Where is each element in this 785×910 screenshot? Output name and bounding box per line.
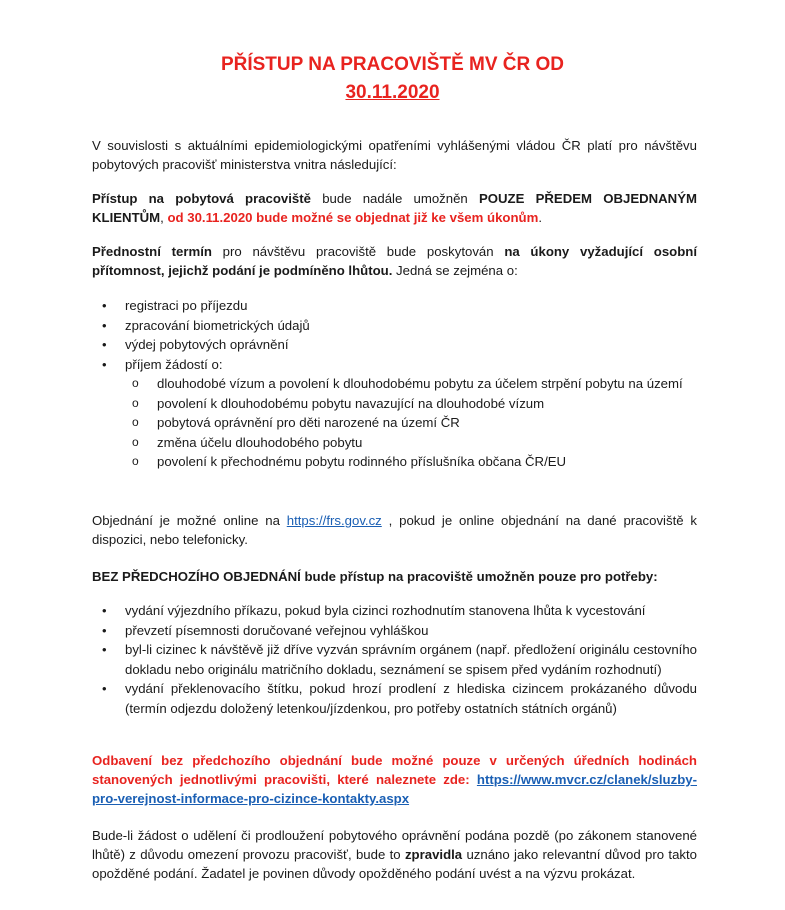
late-text-1: Bude-li žádost o udělení či prodloužení pobytového oprávnění podána pozdě (po zákonem stanovené lhůtě) z důvodu omezení provozu pracovišť, bude to [92,828,697,862]
sublist-item: o změna účelu dlouhodobého pobytu [125,433,697,453]
late-application-paragraph [92,826,697,883]
access-paragraph [92,189,697,227]
list-item-label: příjem žádostí o: [125,356,223,372]
no-booking-list [92,601,697,718]
list-item [92,355,697,472]
office-hours-red-text: Odbavení bez předchozího objednání bude možné pouze v určených úředních hodinách stanovených jednotlivými pracovišti, které naleznete zde: [92,753,697,787]
priority-text-1: pro návštěvu pracoviště bude poskytován [211,244,505,259]
access-bold-1: Přístup na pobytová pracoviště [92,191,311,206]
title-date: 30.11.2020 [345,82,440,103]
booking-text-2: , pokud je online objednání na dané pracoviště k dispozici, nebo telefonicky. [92,513,697,547]
list-item: • vydání výjezdního příkazu, pokud byla cizinci rozhodnutím stanovena lhůta k vycestování [92,601,697,621]
access-bold-2: POUZE PŘEDEM OBJEDNANÝM KLIENTŮM [92,191,697,225]
booking-text-1: Objednání je možné online na [92,513,287,528]
sublist-item: o povolení k přechodnému pobytu rodinného příslušníka občana ČR/EU [125,452,697,472]
late-bold: zpravidla [404,847,463,862]
access-text-3: . [538,210,542,225]
access-text-2: , [160,210,168,225]
no-booking-heading: BEZ PŘEDCHOZÍHO OBJEDNÁNÍ bude přístup na pracoviště umožněn pouze pro potřeby: [92,569,658,584]
list-item: • převzetí písemnosti doručované veřejnou vyhláškou [92,621,697,641]
office-hours-paragraph [92,751,697,808]
list-item: • vydání překlenovacího štítku, pokud hrozí prodlení z hlediska cizincem prokázaného důvodu (termín odjezdu doložený letenkou/jízdenkou, pro potřeby ostatních státních orgánů) [92,679,697,718]
priority-text-2: Jedná se zejména o: [392,263,518,278]
priority-paragraph [92,242,697,280]
access-text-1: bude nadále umožněn [311,191,479,206]
mvcr-contacts-link[interactable]: https://www.mvcr.cz/clanek/sluzby-pro-verejnost-informace-pro-cizince-kontakty.aspx [92,772,697,806]
booking-paragraph [92,511,697,549]
list-item: • zpracování biometrických údajů [92,316,697,336]
access-red-text: od 30.11.2020 bude možné se objednat již ke všem úkonům [167,210,539,225]
sublist-item: o pobytová oprávnění pro děti narozené na území ČR [125,413,697,433]
frs-link[interactable]: https://frs.gov.cz [286,513,382,528]
title-line-1: PŘÍSTUP NA PRACOVIŠTĚ MV ČR OD [220,54,565,75]
document-title [0,51,785,107]
application-sublist [125,374,697,472]
intro-paragraph: V souvislosti s aktuálními epidemiologickými opatřeními vyhlášenými vládou ČR platí pro návštěvu pobytových pracovišť ministerstva vnitra následující: [92,138,697,172]
list-item: • byl-li cizinec k návštěvě již dříve vyzván správním orgánem (např. předložení originálu cestovního dokladu nebo originálu matričního dokladu, seznámení se spisem před vydáním rozhodnutí) [92,640,697,679]
list-item: • výdej pobytových oprávnění [92,335,697,355]
sublist-item: o povolení k dlouhodobému pobytu navazující na dlouhodobé vízum [125,394,697,414]
priority-bold-2: na úkony vyžadující osobní přítomnost, jejichž podání je podmíněno lhůtou. [92,244,697,278]
priority-list [92,296,697,472]
list-item: • registraci po příjezdu [92,296,697,316]
priority-bold-1: Přednostní termín [92,244,212,259]
late-text-2: uznáno jako relevantní důvod pro takto opožděné podání. Žadatel je povinen důvody opožděného podání uvést a na výzvu prokázat. [92,847,697,881]
sublist-item: o dlouhodobé vízum a povolení k dlouhodobému pobytu za účelem strpění pobytu na území [125,374,697,394]
